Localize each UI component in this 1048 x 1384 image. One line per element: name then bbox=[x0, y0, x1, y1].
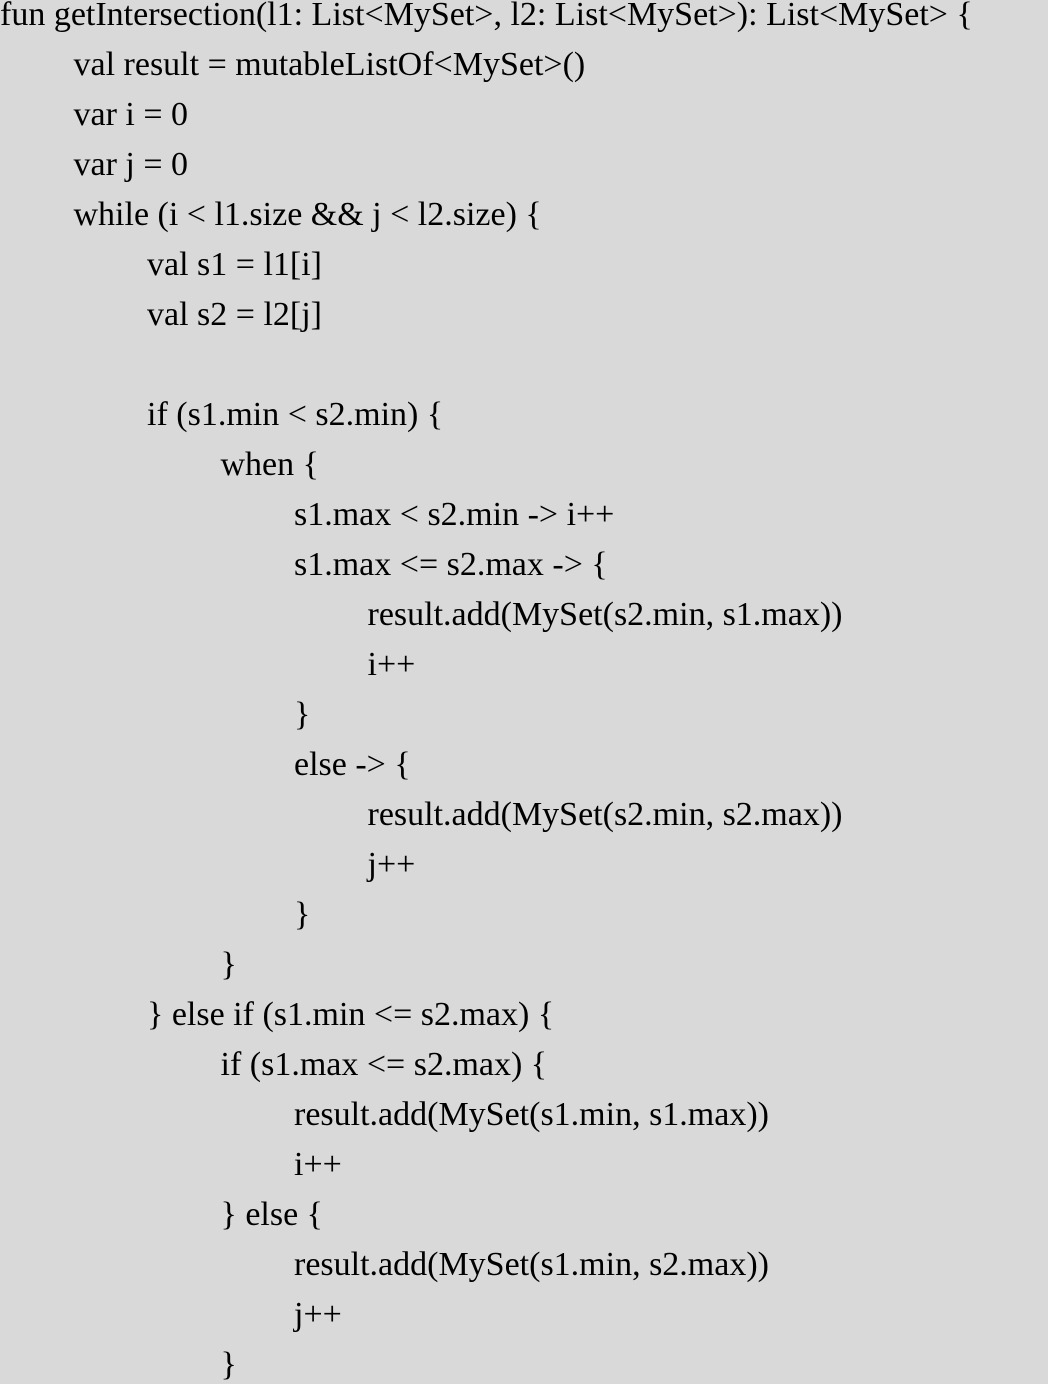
code-line: } bbox=[294, 696, 311, 733]
code-line: j++ bbox=[367, 846, 416, 883]
code-line: fun getIntersection(l1: List<MySet>, l2: List<MySet>): List<MySet> { bbox=[0, 0, 973, 33]
code-line: i++ bbox=[367, 646, 416, 683]
code-line: result.add(MySet(s1.min, s1.max)) bbox=[294, 1096, 769, 1133]
code-line: else -> { bbox=[294, 746, 411, 783]
code-line: var i = 0 bbox=[73, 96, 189, 133]
code-line: val s2 = l2[j] bbox=[147, 296, 322, 333]
code-line: while (i < l1.size && j < l2.size) { bbox=[73, 196, 542, 233]
code-line: } else if (s1.min <= s2.max) { bbox=[147, 996, 555, 1033]
code-line: } bbox=[294, 896, 311, 933]
code-line: } else { bbox=[220, 1196, 323, 1233]
code-line: var j = 0 bbox=[73, 146, 189, 183]
code-line: when { bbox=[220, 446, 319, 483]
code-line: val s1 = l1[i] bbox=[147, 246, 322, 283]
code-line: if (s1.max <= s2.max) { bbox=[220, 1046, 548, 1083]
code-line: val result = mutableListOf<MySet>() bbox=[73, 46, 586, 83]
code-line: i++ bbox=[294, 1146, 342, 1183]
code-line: s1.max <= s2.max -> { bbox=[294, 546, 608, 583]
code-line: result.add(MySet(s1.min, s2.max)) bbox=[294, 1246, 769, 1283]
code-line: s1.max < s2.min -> i++ bbox=[294, 496, 615, 533]
code-line: j++ bbox=[294, 1296, 342, 1333]
code-line: } bbox=[220, 1346, 237, 1383]
code-line: result.add(MySet(s2.min, s2.max)) bbox=[367, 796, 843, 833]
code-line: if (s1.min < s2.min) { bbox=[147, 396, 444, 433]
code-line: result.add(MySet(s2.min, s1.max)) bbox=[367, 596, 843, 633]
code-line: } bbox=[220, 946, 237, 983]
